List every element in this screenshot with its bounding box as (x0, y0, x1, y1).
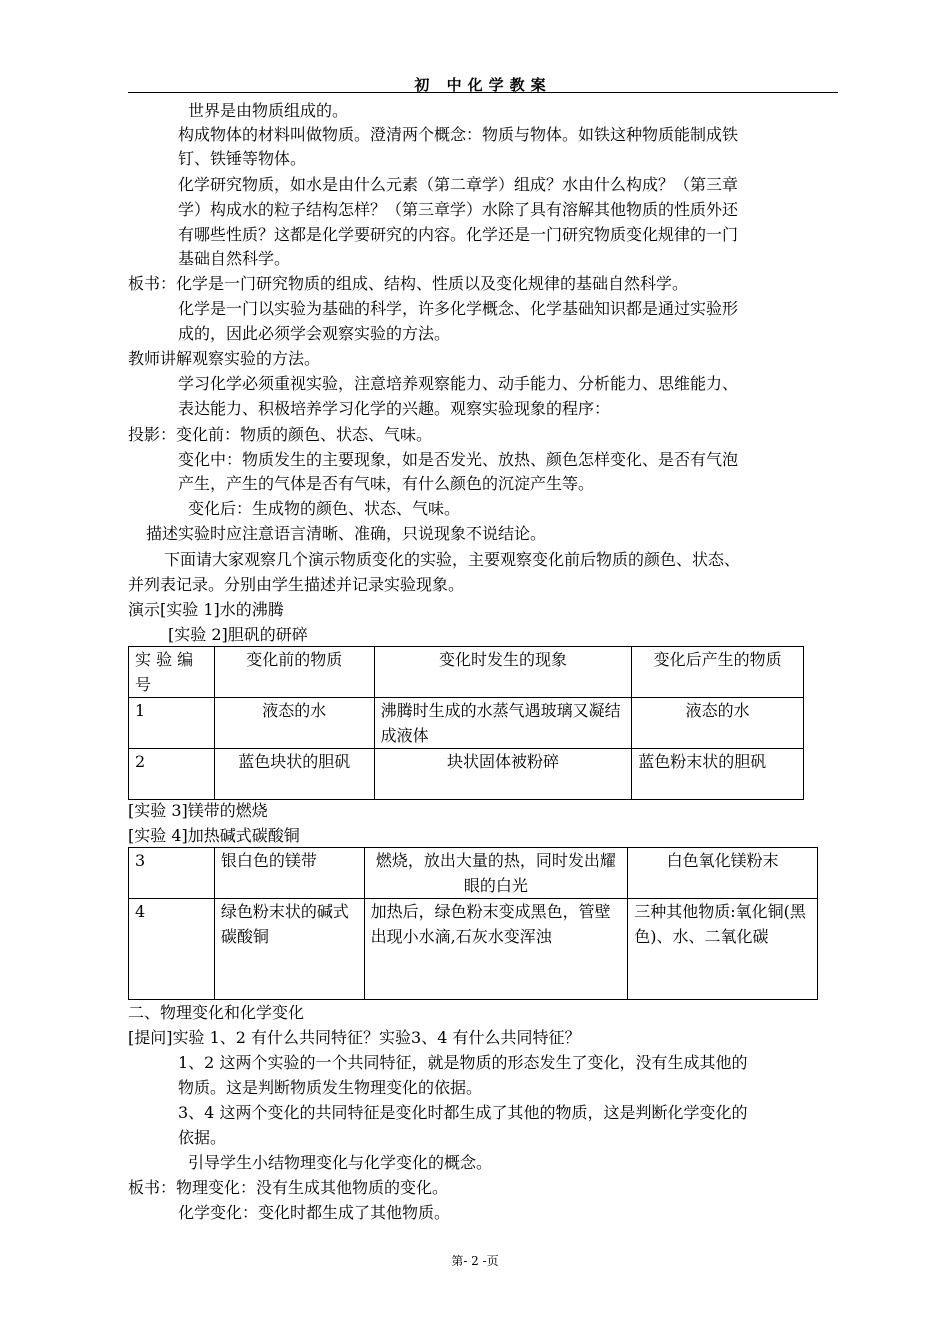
table-cell: 变化前的物质 (214, 647, 374, 698)
text-line: 1、2 这两个实验的一个共同特征，就是物质的形态发生了变化，没有生成其他的 (178, 1053, 748, 1072)
table-cell: 绿色粉末状的碱式碳酸铜 (214, 899, 364, 1000)
table-cell: 白色氧化镁粉末 (628, 848, 818, 899)
table-cell: 4 (129, 899, 215, 1000)
table-row (129, 848, 818, 899)
table-cell: 银白色的镁带 (214, 848, 364, 899)
text-line: 板书：化学是一门研究物质的组成、结构、性质以及变化规律的基础自然科学。 (128, 274, 689, 293)
text-line: 描述实验时应注意语言清晰、准确，只说现象不说结论。 (146, 524, 547, 543)
table-cell: 液态的水 (632, 698, 804, 749)
text-line: 下面请大家观察几个演示物质变化的实验，主要观察变化前后物质的颜色、状态、 (164, 550, 741, 569)
text-line: 板书：物理变化：没有生成其他物质的变化。 (128, 1178, 449, 1197)
text-line: 物质。这是判断物质发生物理变化的依据。 (178, 1078, 483, 1097)
table-cell: 3 (129, 848, 215, 899)
table-cell: 三种其他物质:氧化铜(黑色)、水、二氧化碳 (628, 899, 818, 1000)
table-cell: 实 验 编 号 (129, 647, 215, 698)
section-heading: 二、物理变化和化学变化 (128, 1003, 305, 1022)
text-line: 构成物体的材料叫做物质。澄清两个概念：物质与物体。如铁这种物质能制成铁 (178, 125, 739, 144)
page-number: 第- 2 -页 (451, 1254, 499, 1268)
text-line: 有哪些性质？这都是化学要研究的内容。化学还是一门研究物质变化规律的一门 (178, 225, 739, 244)
text-line: 变化后：生成物的颜色、状态、气味。 (188, 499, 461, 518)
text-line: 依据。 (178, 1128, 227, 1147)
text-line: 产生，产生的气体是否有气味，有什么颜色的沉淀产生等。 (178, 474, 595, 493)
table-cell: 燃烧，放出大量的热，同时发出耀眼的白光 (364, 848, 628, 899)
text-line: 并列表记录。分别由学生描述并记录实验现象。 (128, 575, 465, 594)
text-line: 世界是由物质组成的。 (188, 101, 349, 120)
table-row (129, 698, 804, 749)
table-cell: 块状固体被粉碎 (374, 749, 632, 800)
table-cell: 蓝色块状的胆矾 (214, 749, 374, 800)
text-line: [实验 4]加热碱式碳酸铜 (128, 826, 300, 845)
page-header-title: 初 中化学教案 (414, 76, 552, 94)
table-cell: 变化时发生的现象 (374, 647, 632, 698)
text-line: 3、4 这两个变化的共同特征是变化时都生成了其他的物质，这是判断化学变化的 (178, 1103, 748, 1122)
text-line: [实验 2]胆矾的研碎 (168, 625, 308, 644)
text-line: 化学研究物质，如水是由什么元素（第二章学）组成？水由什么构成？（第三章 (178, 175, 739, 194)
text-line: 教师讲解观察实验的方法。 (128, 349, 321, 368)
text-line: 基础自然科学。 (178, 249, 291, 268)
table-header-row (129, 647, 804, 698)
table-cell: 变化后产生的物质 (632, 647, 804, 698)
text-line: 学）构成水的粒子结构怎样？（第三章学）水除了具有溶解其他物质的性质外还 (178, 200, 739, 219)
text-line: 演示[实验 1]水的沸腾 (128, 600, 284, 619)
text-line: [提问]实验 1、2 有什么共同特征？实验3、4 有什么共同特征？ (128, 1028, 581, 1047)
text-line: 变化中：物质发生的主要现象，如是否发光、放热、颜色怎样变化、是否有气泡 (178, 450, 739, 469)
table-row (129, 749, 804, 800)
table-cell: 1 (129, 698, 215, 749)
text-line: 钉、铁锤等物体。 (178, 149, 307, 168)
text-line: 学习化学必须重视实验，注意培养观察能力、动手能力、分析能力、思维能力、 (178, 374, 739, 393)
experiment-table-1 (128, 646, 804, 800)
experiment-table-2 (128, 847, 818, 1000)
text-line: 化学是一门以实验为基础的科学，许多化学概念、化学基础知识都是通过实验形 (178, 299, 739, 318)
table-cell: 液态的水 (214, 698, 374, 749)
text-line: 投影：变化前：物质的颜色、状态、气味。 (128, 425, 433, 444)
text-line: [实验 3]镁带的燃烧 (128, 801, 268, 820)
table-cell: 2 (129, 749, 215, 800)
table-cell: 加热后，绿色粉末变成黑色，管壁出现小水滴,石灰水变浑浊 (364, 899, 628, 1000)
table-cell: 蓝色粉末状的胆矾 (632, 749, 804, 800)
text-line: 引导学生小结物理变化与化学变化的概念。 (188, 1153, 493, 1172)
header-rule (128, 92, 838, 93)
text-line: 成的，因此必须学会观察实验的方法。 (178, 324, 451, 343)
text-line: 表达能力、积极培养学习化学的兴趣。观察实验现象的程序： (178, 399, 611, 418)
text-line: 化学变化：变化时都生成了其他物质。 (178, 1203, 451, 1222)
table-row (129, 899, 818, 1000)
table-cell: 沸腾时生成的水蒸气遇玻璃又凝结成液体 (374, 698, 632, 749)
